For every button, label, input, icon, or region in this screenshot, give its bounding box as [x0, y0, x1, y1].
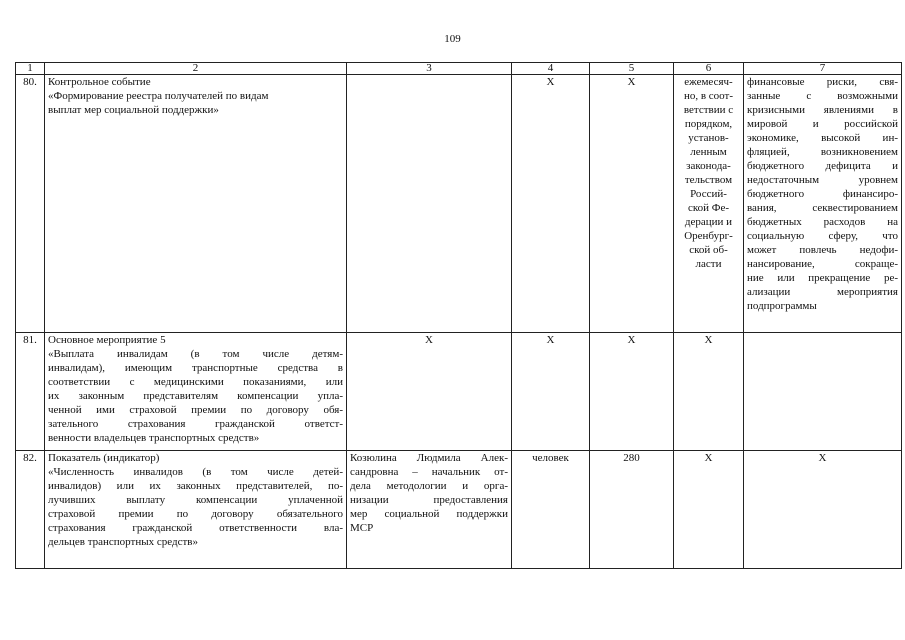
row-description	[45, 333, 347, 451]
risk-line: кризисными явлениями в	[747, 104, 898, 116]
risk-line: социальную сферу, что	[747, 230, 898, 242]
responsible-line: Х	[425, 334, 433, 346]
header-cell: 6	[674, 63, 744, 75]
risk-line: ализации мероприятия	[747, 286, 898, 298]
term-line: Оренбург-	[684, 230, 733, 242]
responsible-line: мер социальной поддержки	[350, 508, 508, 520]
responsible-line: низации предоставления	[350, 494, 508, 506]
term-line: ской Фе-	[687, 202, 730, 214]
row-value: Х	[590, 75, 674, 333]
term-line: ласти	[695, 258, 722, 270]
header-cell: 3	[347, 63, 512, 75]
page-number: 109	[444, 33, 461, 45]
term-line: тельством	[684, 174, 733, 186]
description-line: страховой премии по договору обязательного	[48, 508, 343, 520]
risk-line: недостаточным уровнем	[747, 174, 898, 186]
header-cell: 2	[45, 63, 347, 75]
description-line: Основное мероприятие 5	[48, 334, 166, 346]
term-line: но, в соот-	[683, 90, 734, 102]
term-line: законода-	[686, 160, 731, 172]
row-risks	[744, 75, 902, 333]
description-line: инвалидам), имеющим транспортные средства в	[48, 362, 343, 374]
row-unit: Х	[512, 333, 590, 451]
risk-line: Х	[818, 452, 827, 464]
row-responsible	[347, 333, 512, 451]
description-line: дельцев транспортных средств»	[48, 536, 198, 548]
responsible-line: МСР	[350, 522, 374, 534]
risk-line: фляцией, возникновением	[747, 146, 898, 158]
row-term	[674, 333, 744, 451]
table-row	[16, 333, 902, 451]
row-risks	[744, 333, 902, 451]
row-responsible	[347, 75, 512, 333]
term-line: установ-	[688, 132, 729, 144]
header-cell: 5	[590, 63, 674, 75]
description-line: венности владельцев транспортных средств»	[48, 432, 260, 444]
description-line: «Численность инвалидов (в том числе детей-	[48, 466, 343, 478]
risk-line: нансирование, сокраще-	[747, 258, 898, 270]
row-unit: Х	[512, 75, 590, 333]
row-risks	[744, 451, 902, 569]
risk-line: занные с возможными	[747, 90, 898, 102]
term-line: ленным	[690, 146, 727, 158]
description-line: «Формирование реестра получателей по видам	[48, 90, 269, 102]
header-cell: 1	[16, 63, 45, 75]
risk-line: бюджетного дефицита и	[747, 160, 898, 172]
term-line: Х	[704, 452, 713, 464]
term-line: порядком,	[684, 118, 733, 130]
description-line: «Выплата инвалидам (в том числе детям-	[48, 348, 343, 360]
header-cell: 7	[744, 63, 902, 75]
term-line: ветствии с	[683, 104, 734, 116]
row-unit: человек	[512, 451, 590, 569]
risk-line: бюджетных расходов на	[747, 216, 898, 228]
risk-line: ние или прекращение ре-	[747, 272, 898, 284]
risk-line: вания, секвестированием	[747, 202, 898, 214]
header-cell: 4	[512, 63, 590, 75]
row-description	[45, 75, 347, 333]
table-row	[16, 451, 902, 569]
row-number: 80.	[16, 75, 45, 333]
responsible-line: Козюлина Людмила Алек-	[350, 452, 508, 464]
risk-line: финансовые риски, свя-	[747, 76, 898, 88]
description-line: инвалидов) или их законных представителей, по-	[48, 480, 343, 492]
row-number: 82.	[16, 451, 45, 569]
description-line: лучивших выплату компенсации уплаченной	[48, 494, 343, 506]
description-line: выплат мер социальной поддержки»	[48, 104, 219, 116]
responsible-line: сандровна – начальник от-	[350, 466, 508, 478]
row-value: 280	[590, 451, 674, 569]
table-row	[16, 75, 902, 333]
description-line: соответствии с медицинскими показаниями, или	[48, 376, 343, 388]
row-responsible	[347, 451, 512, 569]
term-line: дерации и	[684, 216, 733, 228]
header-row	[16, 63, 902, 75]
description-line: страхования гражданской ответственности вла-	[48, 522, 343, 534]
description-line: их законным представителям компенсации упла-	[48, 390, 343, 402]
row-value: Х	[590, 333, 674, 451]
measures-table	[15, 62, 902, 569]
risk-line: мировой и российской	[747, 118, 898, 130]
term-line: ской об-	[689, 244, 728, 256]
description-line: Контрольное событие	[48, 76, 151, 88]
row-number: 81.	[16, 333, 45, 451]
row-description	[45, 451, 347, 569]
risk-line: экономике, высокой ин-	[747, 132, 898, 144]
description-line: зательного страхования гражданской ответст-	[48, 418, 343, 430]
risk-line: бюджетного финансиро-	[747, 188, 898, 200]
description-line: Показатель (индикатор)	[48, 452, 160, 464]
description-line: ченной ими страховой премии по договору обя-	[48, 404, 343, 416]
risk-line: подпрограммы	[747, 300, 817, 312]
row-term	[674, 75, 744, 333]
risk-line: может повлечь недофи-	[747, 244, 898, 256]
term-line: ежемесяч-	[684, 76, 733, 88]
row-term	[674, 451, 744, 569]
term-line: Россий-	[690, 188, 727, 200]
responsible-line: дела методологии и орга-	[350, 480, 508, 492]
term-line: Х	[704, 334, 713, 346]
